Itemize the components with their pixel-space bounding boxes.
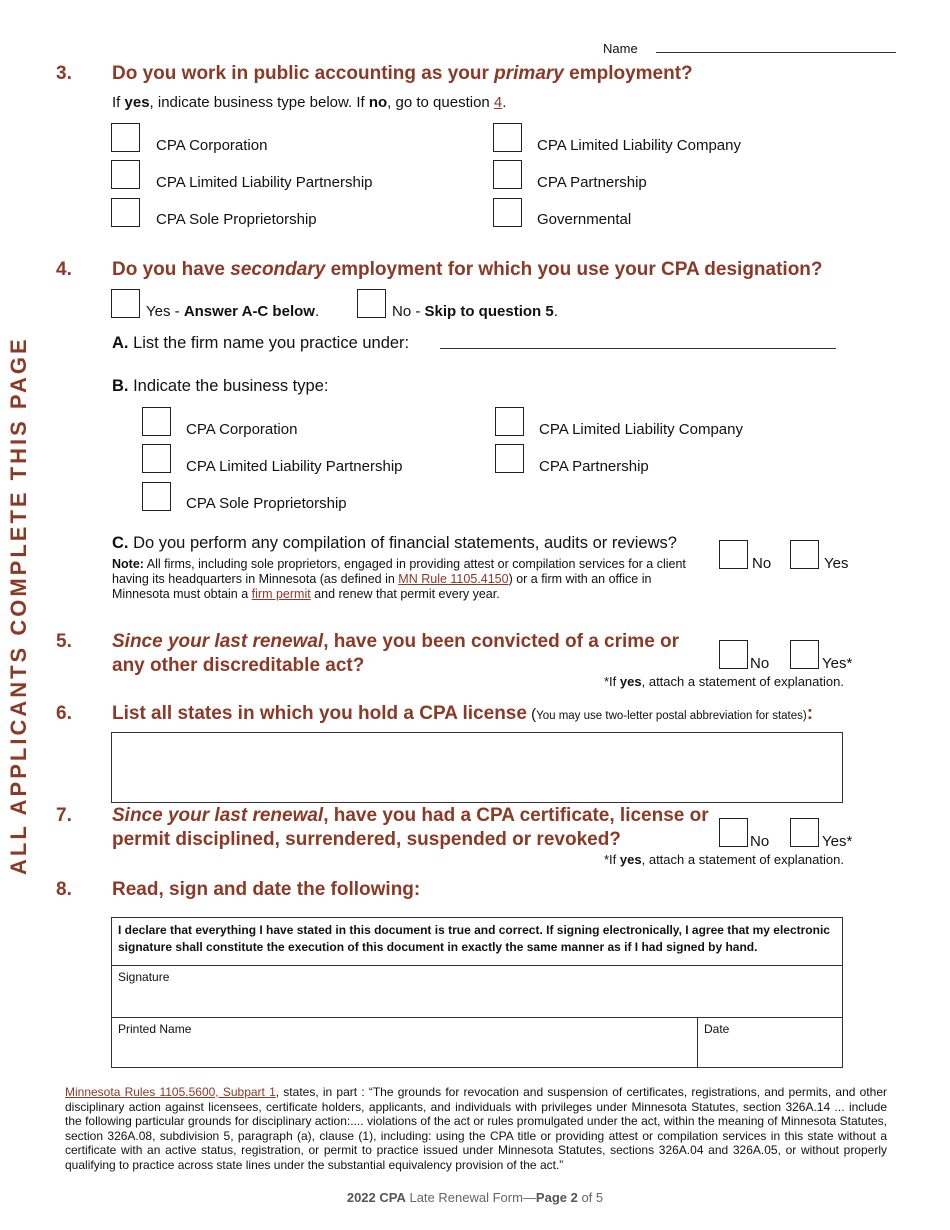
date-field[interactable] xyxy=(698,1018,842,1067)
mn-rules-link[interactable]: Minnesota Rules 1105.5600, Subpart 1 xyxy=(65,1085,276,1099)
option-label: Governmental xyxy=(537,211,632,228)
q7-yes-label: Yes* xyxy=(822,833,853,850)
signature-label: Signature xyxy=(118,970,170,984)
checkbox-q4-yes[interactable] xyxy=(111,289,140,318)
question-7-number: 7. xyxy=(56,805,72,826)
states-input[interactable] xyxy=(111,732,843,803)
question-4-number: 4. xyxy=(56,259,72,280)
option-label: CPA Corporation xyxy=(156,137,268,154)
question-3-instructions: If yes, indicate business type below. If no, go to question 4. xyxy=(112,94,507,111)
question-5-title: Since your last renewal, have you been convicted of a crime or any other discreditable act? xyxy=(112,631,680,676)
checkbox-q7-no[interactable] xyxy=(719,818,748,847)
checkbox-b-cpa-corporation[interactable] xyxy=(142,407,171,436)
checkbox-cpa-partnership[interactable] xyxy=(493,160,522,189)
checkbox-cpa-sole-proprietorship[interactable] xyxy=(111,198,140,227)
question-4-title: Do you have secondary employment for which you use your CPA designation? xyxy=(112,259,823,280)
printed-name-field[interactable] xyxy=(112,1018,698,1067)
q4-part-b: B. Indicate the business type: xyxy=(112,377,329,395)
side-banner: ALL APPLICANTS COMPLETE THIS PAGE xyxy=(6,336,31,875)
option-label: CPA Limited Liability Partnership xyxy=(156,174,373,191)
option-label: CPA Limited Liability Company xyxy=(539,421,743,438)
mn-rule-link[interactable]: MN Rule 1105.4150 xyxy=(398,572,509,586)
option-label: CPA Corporation xyxy=(186,421,298,438)
firm-permit-link[interactable]: firm permit xyxy=(251,587,311,601)
q7-no-label: No xyxy=(750,833,770,850)
question-6-title: List all states in which you hold a CPA license (You may use two-letter postal abbreviation for states): xyxy=(112,703,814,724)
q4-part-a: A. List the firm name you practice under: xyxy=(112,334,410,352)
q7-footnote: *If yes, attach a statement of explanation. xyxy=(604,852,844,867)
question-3-title: Do you work in public accounting as your primary employment? xyxy=(112,63,693,84)
q4-yes-label: Yes - Answer A-C below. xyxy=(146,303,320,320)
page-footer: 2022 CPA Late Renewal Form—Page 2 of 5 xyxy=(346,1190,604,1205)
checkbox-governmental[interactable] xyxy=(493,198,522,227)
option-label: CPA Limited Liability Company xyxy=(537,137,741,154)
checkbox-q4-no[interactable] xyxy=(357,289,386,318)
checkbox-b-cpa-llp[interactable] xyxy=(142,444,171,473)
checkbox-b-cpa-partnership[interactable] xyxy=(495,444,524,473)
option-label: CPA Sole Proprietorship xyxy=(186,495,347,512)
checkbox-b-cpa-sole-proprietorship[interactable] xyxy=(142,482,171,511)
question-4-link[interactable]: 4 xyxy=(493,94,503,111)
question-6-number: 6. xyxy=(56,703,72,724)
checkbox-cpa-llp[interactable] xyxy=(111,160,140,189)
question-8-title: Read, sign and date the following: xyxy=(112,879,421,900)
name-field[interactable] xyxy=(656,52,896,53)
c-no-label: No xyxy=(752,555,772,572)
name-label: Name xyxy=(603,41,638,56)
checkbox-c-yes[interactable] xyxy=(790,540,819,569)
checkbox-cpa-llc[interactable] xyxy=(493,123,522,152)
checkbox-q5-yes[interactable] xyxy=(790,640,819,669)
option-label: CPA Limited Liability Partnership xyxy=(186,458,403,475)
firm-permit-note: Note: All firms, including sole proprietors, engaged in providing attest or compilation services for a client having its headquarters in Minnesota (as defined in MN Rule 1105.4150) or a firm with an office in Minnesota must obtain a firm permit and renew that permit every year. xyxy=(112,557,686,601)
q5-yes-label: Yes* xyxy=(822,655,853,672)
firm-name-field[interactable] xyxy=(440,348,836,349)
question-5-number: 5. xyxy=(56,631,72,652)
checkbox-c-no[interactable] xyxy=(719,540,748,569)
printed-name-label: Printed Name xyxy=(118,1022,192,1036)
checkbox-cpa-corporation[interactable] xyxy=(111,123,140,152)
c-yes-label: Yes xyxy=(824,555,849,572)
signature-field[interactable] xyxy=(112,966,842,1018)
rules-citation: Minnesota Rules 1105.5600, Subpart 1, states, in part : “The grounds for revocation and suspension of certificates, registrations, and permits, and other disciplinary action against licensees, certificate holders, applicants, and individuals with privileges under Minnesota Statutes, section 326A.14 ... include the following particular grounds for disciplinary action:.... violations of the act or rules promulgated under the act, within the meaning of Minnesota Statutes, section 326A.08, subdivision 5, paragraph (a), clause (1), including: using the CPA title or providing attest or compilation services in this state without a certificate with an active status, registration, or permit to practice issued under Minnesota Statutes, sections 326A.04 and 326A.05, or without properly qualifying to practice across state lines under the substantial equivalency provision of the act.” xyxy=(65,1085,887,1172)
q4-part-c: C. Do you perform any compilation of financial statements, audits or reviews? xyxy=(112,534,677,552)
q5-no-label: No xyxy=(750,655,770,672)
q4-no-label: No - Skip to question 5. xyxy=(392,303,558,320)
option-label: CPA Partnership xyxy=(537,174,647,191)
question-3-number: 3. xyxy=(56,63,72,84)
option-label: CPA Sole Proprietorship xyxy=(156,211,317,228)
question-7-title: Since your last renewal, have you had a CPA certificate, license or permit disciplined, surrendered, suspended or revoked? xyxy=(112,805,709,850)
question-8-number: 8. xyxy=(56,879,72,900)
checkbox-q7-yes[interactable] xyxy=(790,818,819,847)
declaration-text: I declare that everything I have stated in this document is true and correct. If signing electronically, I agree that my electronic signature shall constitute the execution of this document in exactly the same manner as if I had signed by hand. xyxy=(112,918,842,966)
declaration-table xyxy=(111,917,843,1068)
q5-footnote: *If yes, attach a statement of explanation. xyxy=(604,674,844,689)
option-label: CPA Partnership xyxy=(539,458,649,475)
date-label: Date xyxy=(704,1022,730,1036)
checkbox-q5-no[interactable] xyxy=(719,640,748,669)
checkbox-b-cpa-llc[interactable] xyxy=(495,407,524,436)
